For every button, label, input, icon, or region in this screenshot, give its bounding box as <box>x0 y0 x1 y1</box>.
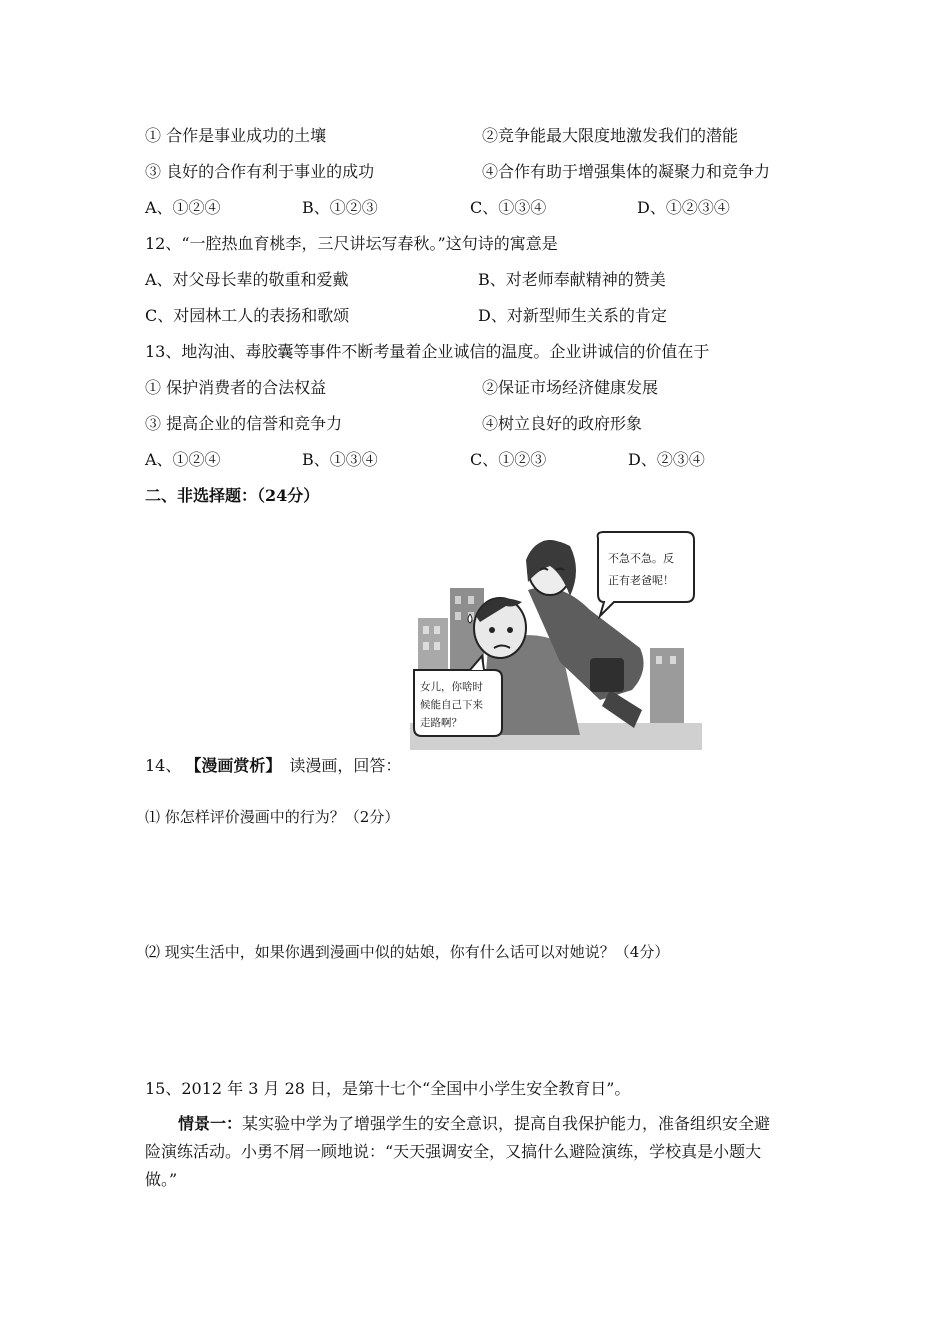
dad-bubble-line-2: 候能自己下来 <box>420 699 483 711</box>
q14-subquestion-1: ⑴ 你怎样评价漫画中的行为？（2分） <box>145 808 400 826</box>
q14-instruction: 读漫画，回答： <box>289 756 402 775</box>
q12-option-c: C、对园林工人的表扬和歌颂 <box>145 306 350 325</box>
q12-option-d: D、对新型师生关系的肯定 <box>478 306 667 325</box>
comic-drawing <box>410 530 702 750</box>
q13-statement-3: ③ 提高企业的信誉和竞争力 <box>145 414 343 433</box>
q13-statement-1: ① 保护消费者的合法权益 <box>145 378 327 397</box>
q13-option-d: D、②③④ <box>628 450 705 469</box>
q11-option-c: C、①③④ <box>470 198 547 217</box>
q11-option-b: B、①②③ <box>302 198 378 217</box>
q11-statement-4: ④合作有助于增强集体的凝聚力和竞争力 <box>482 162 771 181</box>
q12-stem: 12、“一腔热血育桃李，三尺讲坛写春秋。”这句诗的寓意是 <box>145 234 558 253</box>
section-heading: 二、非选择题：（24分） <box>145 486 320 505</box>
q15-stem: 15、2012 年 3 月 28 日，是第十七个“全国中小学生安全教育日”。 <box>145 1079 631 1098</box>
q15-scene-line-2: 险演练活动。小勇不屑一顾地说：“天天强调安全，又搞什么避险演练，学校真是小题大 <box>145 1142 762 1161</box>
q15-scene-line-1 <box>178 1113 770 1135</box>
comic-illustration <box>410 530 702 750</box>
q14-tag: 【漫画赏析】 <box>193 756 282 775</box>
q15-scene-text-1: 某实验中学为了增强学生的安全意识，提高自我保护能力，准备组织安全避 <box>242 1114 771 1133</box>
dad-bubble-line-1: 女儿，你啥时 <box>420 681 483 693</box>
q14-heading <box>145 755 401 777</box>
q13-statement-2: ②保证市场经济健康发展 <box>482 378 659 397</box>
q14-number: 14、 <box>145 756 182 775</box>
q11-statement-2: ②竞争能最大限度地激发我们的潜能 <box>482 126 739 145</box>
girl-bubble-line-1: 不急不急。反 <box>608 552 674 565</box>
q12-option-a: A、对父母长辈的敬重和爱戴 <box>145 270 349 289</box>
q13-option-b: B、①③④ <box>302 450 378 469</box>
dad-bubble-line-3: 走路啊？ <box>420 717 462 729</box>
q12-option-b: B、对老师奉献精神的赞美 <box>478 270 666 289</box>
q11-option-d: D、①②③④ <box>637 198 730 217</box>
q15-scene-line-3: 做。” <box>145 1170 178 1189</box>
girl-bubble-line-2: 正有老爸呢！ <box>608 574 674 587</box>
q15-scene-label: 情景一： <box>178 1114 243 1133</box>
q11-option-a: A、①②④ <box>145 198 221 217</box>
q13-stem: 13、地沟油、毒胶囊等事件不断考量着企业诚信的温度。企业讲诚信的价值在于 <box>145 342 710 361</box>
q13-option-a: A、①②④ <box>145 450 221 469</box>
q14-subquestion-2: ⑵ 现实生活中，如果你遇到漫画中似的姑娘，你有什么话可以对她说？（4分） <box>145 943 670 961</box>
q13-option-c: C、①②③ <box>470 450 547 469</box>
q13-statement-4: ④树立良好的政府形象 <box>482 414 643 433</box>
q11-statement-1: ① 合作是事业成功的土壤 <box>145 126 327 145</box>
q11-statement-3: ③ 良好的合作有利于事业的成功 <box>145 162 375 181</box>
